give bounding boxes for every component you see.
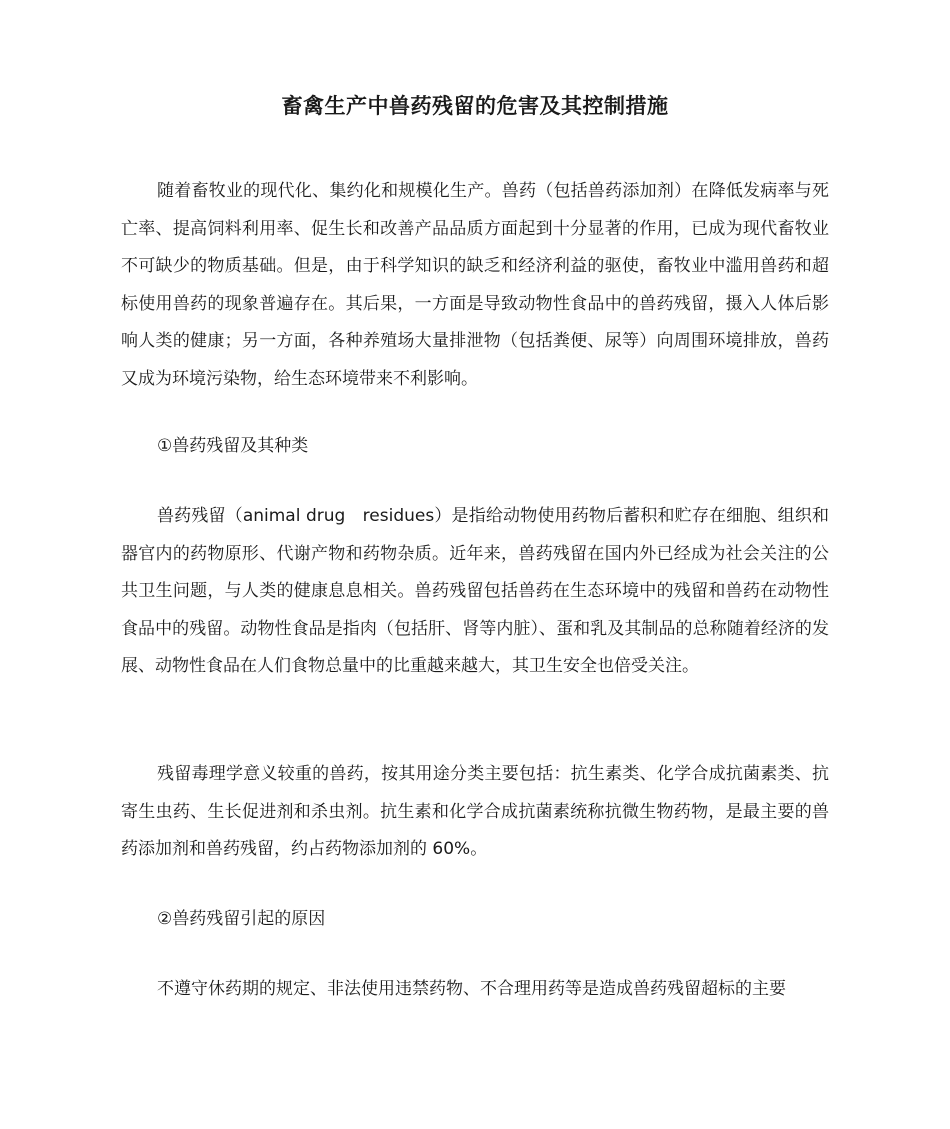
paragraph-definition: 兽药残留（animal drug residues）是指给动物使用药物后蓄积和贮存在细胞、组织和器官内的药物原形、代谢产物和药物杂质。近年来，兽药残留在国内外已经成为社会关注的公共卫生问题，与人类的健康息息相关。兽药残留包括兽药在生态环境中的残留和兽药在动物性食品中的残留。动物性食品是指肉（包括肝、肾等内脏）、蛋和乳及其制品的总称随着经济的发展、动物性食品在人们食物总量中的比重越来越大，其卫生安全也倍受关注。	[121, 506, 829, 676]
document-title: 畜禽生产中兽药残留的危害及其控制措施	[281, 94, 669, 118]
section-heading-2: ②兽药残留引起的原因	[157, 909, 326, 929]
paragraph-classification: 残留毒理学意义较重的兽药，按其用途分类主要包括：抗生素类、化学合成抗菌素类、抗寄生虫药、生长促进剂和杀虫剂。抗生素和化学合成抗菌素统称抗微生物药物，是最主要的兽药添加剂和兽药残留，约占药物添加剂的 60%。	[121, 764, 829, 859]
paragraph-intro: 随着畜牧业的现代化、集约化和规模化生产。兽药（包括兽药添加剂）在降低发病率与死亡率、提高饲料利用率、促生长和改善产品品质方面起到十分显著的作用，已成为现代畜牧业不可缺少的物质基础。但是，由于科学知识的缺乏和经济利益的驱使，畜牧业中滥用兽药和超标使用兽药的现象普遍存在。其后果，一方面是导致动物性食品中的兽药残留，摄入人体后影响人类的健康；另一方面，各种养殖场大量排泄物（包括粪便、尿等）向周围环境排放，兽药又成为环境污染物，给生态环境带来不利影响。	[121, 181, 829, 389]
paragraph-causes: 不遵守休药期的规定、非法使用违禁药物、不合理用药等是造成兽药残留超标的主要	[157, 979, 786, 999]
section-heading-1: ①兽药残留及其种类	[157, 436, 309, 456]
